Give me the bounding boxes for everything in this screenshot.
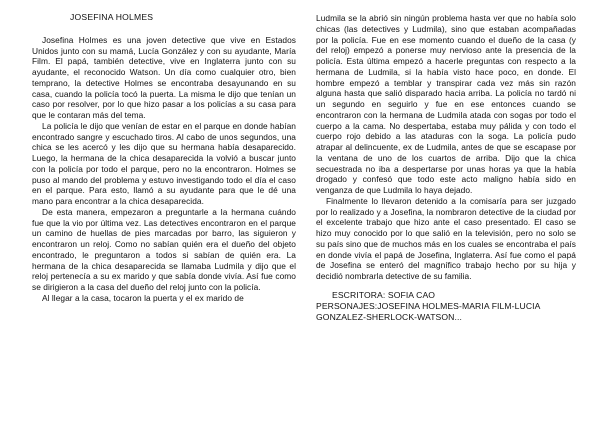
story-paragraph: Josefina Holmes es una joven detective que vive en Estados Unidos junto con su mamá, Lucía González y con su ayudante, María Film. El papá, también detective, vive en Inglaterra junto con su ayudante, el reconocido Watson. Un día como cualquier otro, bien temprano, la detective Holmes se encontraba desayunando en su casa, cuando la policía tocó la puerta. La misma le dijo que tenían un caso por resolver, por lo que hizo pasar a los policías a su casa para que le contaran más del tema. [32, 34, 296, 120]
author-credit: ESCRITORA: SOFIA CAO [332, 289, 436, 300]
story-paragraph: De esta manera, empezaron a preguntarle a la hermana cuándo fue que la vio por última vez. Las detectives encontraron en el parque un camino de huellas de pies marcadas por barro, las siguieron y encontraron un reloj. Como no sabían quién era el dueño del objeto encontrado, le preguntaron a todos si sabían de quién era. La hermana de la chica desaparecida se llamaba Ludmila y dijo que el reloj pertenecía a su ex marido y que sabía donde vivía. Así fue como se dirigieron a la casa del dueño del reloj junto con la policía. [32, 206, 296, 292]
characters-credit: PERSONAJES:JOSEFINA HOLMES-MARIA FILM-LUCIA [316, 300, 541, 311]
left-column [32, 12, 296, 304]
right-column [316, 13, 576, 323]
story-paragraph: Finalmente lo llevaron detenido a la comisaría para ser juzgado por lo realizado y a Josefina, la nombraron detective de la ciudad por el excelente trabajo que hizo ante el caso presentado. El caso se hizo muy conocido por lo que salió en la televisión, pero no solo se su país sino que de muchos más en los cuales se encontraba el país en donde vivía el papá de Josefina, Inglaterra. Así fue como el papá de Josefina se enteró del magnífico trabajo hecho por su hija y decidió nombrarla detective de su familia. [316, 195, 576, 281]
characters-credit-continued: GONZALEZ-SHERLOCK-WATSON... [316, 311, 462, 322]
credits-block [316, 290, 576, 323]
story-paragraph: Ludmila se la abrió sin ningún problema hasta ver que no había solo chicas (las detectives y Ludmila), sino que estaban acompañadas por la policía. Fue en ese momento cuando el dueño de la casa (y del reloj) empezó a ponerse muy nervioso ante la presencia de la policía. Esta última empezó a hacerle preguntas con respecto a la hermana de Ludmila, si la había visto hace poco, en donde. El hombre empezó a temblar y transpirar cada vez más sin razón alguna hasta que salió disparado hacia arriba. La policía no tardó ni un segundo en seguirlo y fue en ese entonces cuando se encontraron con la hermana de Ludmila atada con sogas por todo el cuerpo a la cama. No despertaba, estaba muy pálida y con todo el cuerpo rojo debido a las ataduras con la soga. La policía pudo atrapar al delincuente, ex de Ludmila, antes de que se escapase por la ventana de uno de los cuartos de arriba. Dijo que la chica secuestrada no iba a despertarse por unas horas ya que la había drogado y confesó que todo este acto maligno había sido en venganza de que Ludmila lo haya dejado. [316, 13, 576, 195]
story-paragraph: Al llegar a la casa, tocaron la puerta y el ex marido de [42, 292, 244, 303]
story-paragraph: La policía le dijo que venían de estar en el parque en donde habían encontrado sangre y escuchado tiros. Al cabo de unos segundos, una chica se les acercó y les dijo que su hermana había desaparecido. Luego, la hermana de la chica desaparecida la volvió a buscar junto con la policía por todo el parque, pero no la encontraron. Holmes se puso al mando del problema y estuvo investigando todo el día el caso en el parque. Para esto, llamó a su ayudante para que le dé una mano para encontrar a la chica desaparecida. [32, 120, 296, 206]
story-title: JOSEFINA HOLMES [70, 12, 154, 22]
